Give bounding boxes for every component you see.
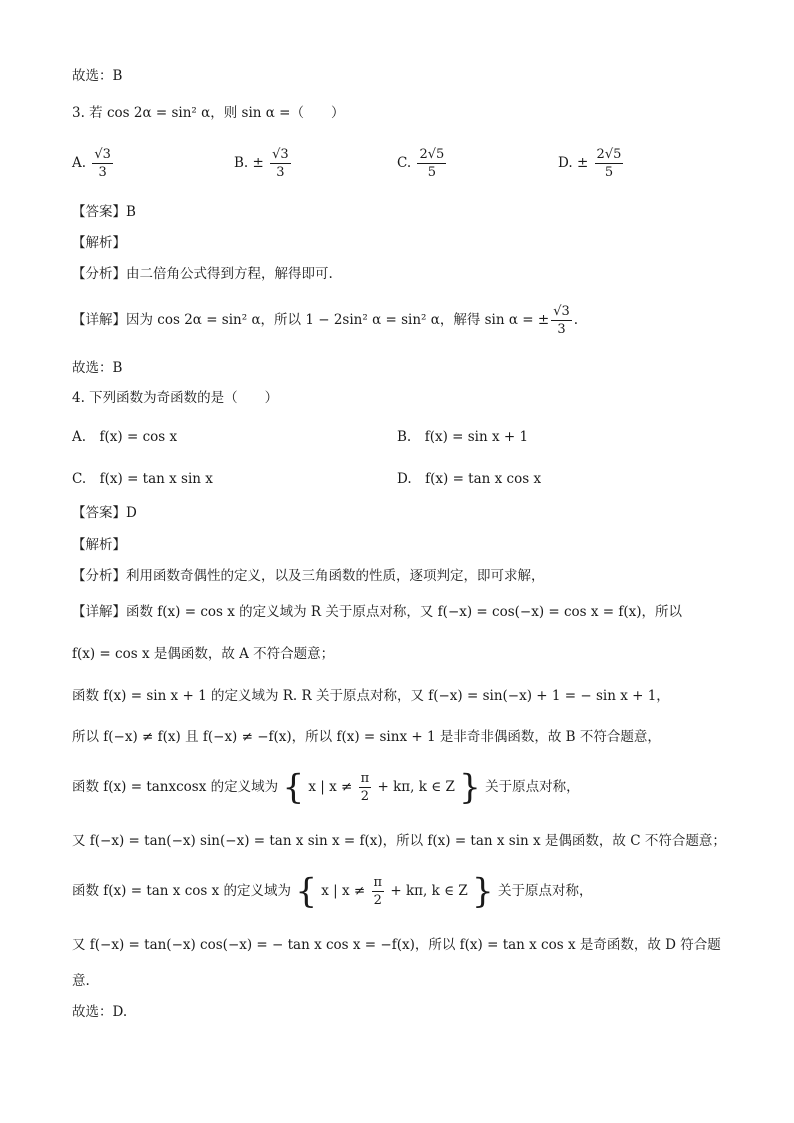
domain-set-2-two: 2 xyxy=(373,893,382,908)
q4-detail-2: f(x) = cos x 是偶函数，故 A 不符合题意； xyxy=(72,646,335,662)
q3-result-fraction xyxy=(551,303,572,338)
domain-set-2-post: + kπ, k ∈ Z xyxy=(390,883,468,899)
q3-option-d-label: D. xyxy=(558,155,573,171)
q3-fenxi: 【分析】由二倍角公式得到方程，解得即可. xyxy=(72,266,333,282)
q4-option-a: A. f(x) = cos x xyxy=(72,429,178,445)
q3-xiangjie-text: 【详解】因为 cos 2α = sin² α，所以 1 − 2sin² α = sin² α，解得 sin α = ± xyxy=(72,312,550,328)
q3-option-c-label: C. xyxy=(397,155,412,171)
q4-detail-4: 所以 f(−x) ≠ f(x) 且 f(−x) ≠ −f(x)，所以 f(x) = sinx + 1 是非奇非偶函数，故 B 不符合题意， xyxy=(72,729,661,745)
q4-jiexi: 【解析】 xyxy=(72,537,126,553)
q3-option-a-label: A. xyxy=(72,155,87,171)
domain-set-2 xyxy=(321,874,467,909)
domain-set-2-fraction xyxy=(372,874,385,909)
q3-option-a xyxy=(72,146,115,181)
choose-b-mid: 故选：B xyxy=(72,360,123,376)
q4-answer: 【答案】D xyxy=(72,505,137,521)
domain-set-1-pi: π xyxy=(360,771,370,786)
q3-option-b xyxy=(234,146,293,181)
right-brace-icon: } xyxy=(459,767,481,808)
q3-option-c-num: 2√5 xyxy=(419,147,445,162)
q3-option-d-fraction xyxy=(595,146,624,181)
q3-xiangjie-end: . xyxy=(573,312,579,328)
q4-detail-7 xyxy=(72,871,734,912)
q3-option-b-den: 3 xyxy=(276,165,285,180)
q4-fenxi: 【分析】利用函数奇偶性的定义，以及三角函数的性质，逐项判定，即可求解， xyxy=(72,568,545,584)
q3-option-c-den: 5 xyxy=(427,165,436,180)
q4-detail-7-post: 关于原点对称， xyxy=(497,883,593,899)
q4-detail-9: 意. xyxy=(72,973,90,989)
q3-option-c xyxy=(397,146,448,181)
q3-stem: 3. 若 cos 2α = sin² α，则 sin α =（ ） xyxy=(72,105,345,121)
q4-detail-5-pre: 函数 f(x) = tanxcosx 的定义域为 xyxy=(72,779,279,795)
domain-set-1-fraction xyxy=(359,770,372,805)
q3-xiangjie xyxy=(72,303,734,338)
q3-option-a-num: √3 xyxy=(94,147,111,162)
q4-option-c: C. f(x) = tan x sin x xyxy=(72,471,213,487)
q3-jiexi: 【解析】 xyxy=(72,235,126,251)
choose-b-top: 故选：B xyxy=(72,68,123,84)
q4-option-b: B. f(x) = sin x + 1 xyxy=(397,429,529,445)
q4-option-d: D. f(x) = tan x cos x xyxy=(397,471,542,487)
q3-option-d-den: 5 xyxy=(604,165,614,180)
q4-detail-6: 又 f(−x) = tan(−x) sin(−x) = tan x sin x = f(x)，所以 f(x) = tan x sin x 是偶函数，故 C 不符合题意； xyxy=(72,833,726,849)
left-brace-icon: { xyxy=(295,871,317,912)
domain-set-2-pi: π xyxy=(373,875,383,890)
q3-option-b-label: B. xyxy=(234,155,249,171)
q3-answer: 【答案】B xyxy=(72,204,136,220)
q3-option-d-num: 2√5 xyxy=(596,147,622,162)
q3-result-den: 3 xyxy=(557,322,566,337)
q4-detail-5-post: 关于原点对称， xyxy=(485,779,580,795)
q4-detail-7-pre: 函数 f(x) = tan x cos x 的定义域为 xyxy=(72,883,292,899)
q4-detail-5 xyxy=(72,767,734,808)
left-brace-icon: { xyxy=(282,767,305,808)
q3-option-a-fraction xyxy=(92,146,113,181)
q4-detail-8: 又 f(−x) = tan(−x) cos(−x) = − tan x cos x = −f(x)，所以 f(x) = tan x cos x 是奇函数，故 D 符合题 xyxy=(72,937,721,953)
q3-option-b-fraction xyxy=(270,146,291,181)
domain-set-1-post: + kπ, k ∈ Z xyxy=(377,779,455,795)
domain-set-1-two: 2 xyxy=(360,789,370,804)
q3-result-num: √3 xyxy=(553,304,570,319)
domain-set-1-pre: x | x ≠ xyxy=(308,779,353,795)
right-brace-icon: } xyxy=(472,871,494,912)
q3-option-a-den: 3 xyxy=(98,165,107,180)
q3-option-b-sign: ± xyxy=(252,155,264,171)
q4-detail-3: 函数 f(x) = sin x + 1 的定义域为 R. R 关于原点对称，又 f(−x) = sin(−x) + 1 = − sin x + 1， xyxy=(72,688,670,704)
q3-option-c-fraction xyxy=(417,146,446,181)
q4-stem: 4. 下列函数为奇函数的是（ ） xyxy=(72,390,279,406)
q3-option-d xyxy=(558,146,625,181)
domain-set-2-pre: x | x ≠ xyxy=(321,883,366,899)
domain-set-1 xyxy=(308,770,454,805)
q3-option-d-sign: ± xyxy=(576,155,589,171)
q4-detail-1: 【详解】函数 f(x) = cos x 的定义域为 R 关于原点对称，又 f(−x) = cos(−x) = cos x = f(x)，所以 xyxy=(72,604,683,620)
choose-d: 故选：D. xyxy=(72,1004,128,1020)
q3-option-b-num: √3 xyxy=(272,147,289,162)
